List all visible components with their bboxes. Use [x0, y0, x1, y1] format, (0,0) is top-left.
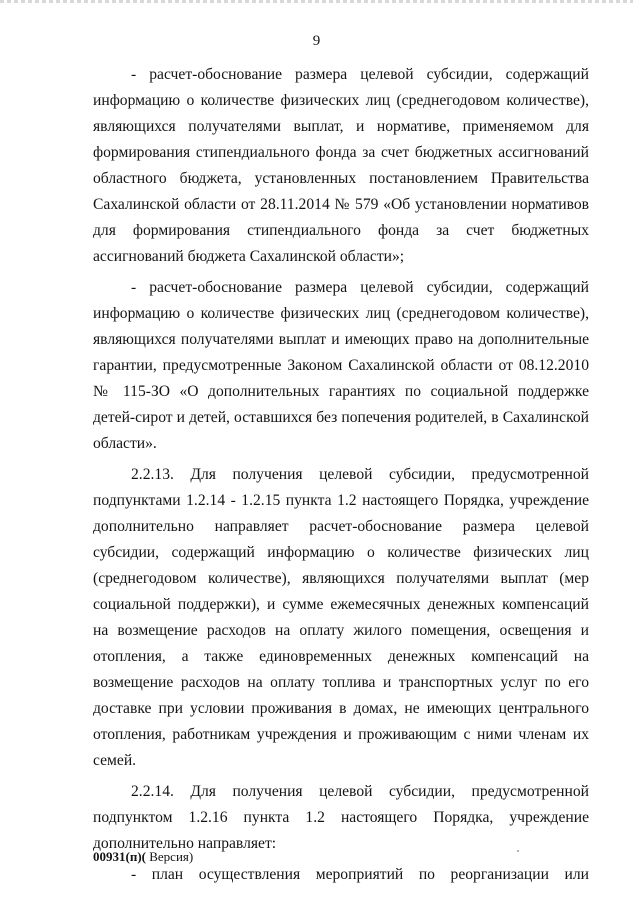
paragraph-bullet-reorganization: - план осуществления мероприятий по реорганизации или [131, 866, 589, 883]
page-number: 9 [312, 33, 321, 49]
footer-document-code: 00931(п)( [93, 849, 146, 864]
scan-speck [517, 850, 519, 852]
document-body [93, 62, 589, 893]
footer-version: Версия) [145, 849, 194, 864]
paragraph-bullet-orphans: - расчет-обоснование размера целевой субсидии, содержащий информацию о количестве физических лиц (среднегодовом количестве), являющихся получателями выплат и имеющих право на дополнительные гарантии, предусмотренные Законом Сахалинской области от 08.12.2010 № 115-ЗО «О дополнительных гарантиях по социальной поддержке детей-сирот и детей, оставшихся без попечения родителей, в Сахалинской области». [93, 279, 589, 452]
scan-edge [0, 0, 633, 3]
paragraph-2-2-13: 2.2.13. Для получения целевой субсидии, предусмотренной подпунктами 1.2.14 - 1.2.15 пункта 1.2 настоящего Порядка, учреждение дополнительно направляет расчет-обоснование размера целевой субсидии, содержащий информацию о количестве физических лиц (среднегодовом количестве), являющихся получателями выплат (мер социальной поддержки), и сумме ежемесячных денежных компенсаций на возмещение расходов на оплату жилого помещения, освещения и отопления, а также единовременных денежных компенсаций на возмещение расходов на оплату топлива и транспортных услуг по его доставке при условии проживания в домах, не имеющих центрального отопления, работникам учреждения и проживающим с ними членам их семей. [93, 466, 589, 769]
document-footer [93, 849, 193, 865]
paragraph-bullet-stipend: - расчет-обоснование размера целевой субсидии, содержащий информацию о количестве физических лиц (среднегодовом количестве), являющихся получателями выплат, и нормативе, применяемом для формирования стипендиального фонда за счет бюджетных ассигнований областного бюджета, установленных постановлением Правительства Сахалинской области от 28.11.2014 № 579 «Об установлении нормативов для формирования стипендиального фонда за счет бюджетных ассигнований бюджета Сахалинской области»; [93, 66, 589, 265]
paragraph-2-2-14: 2.2.14. Для получения целевой субсидии, предусмотренной подпунктом 1.2.16 пункта 1.2 настоящего Порядка, учреждение дополнительно направляет: [93, 783, 589, 852]
